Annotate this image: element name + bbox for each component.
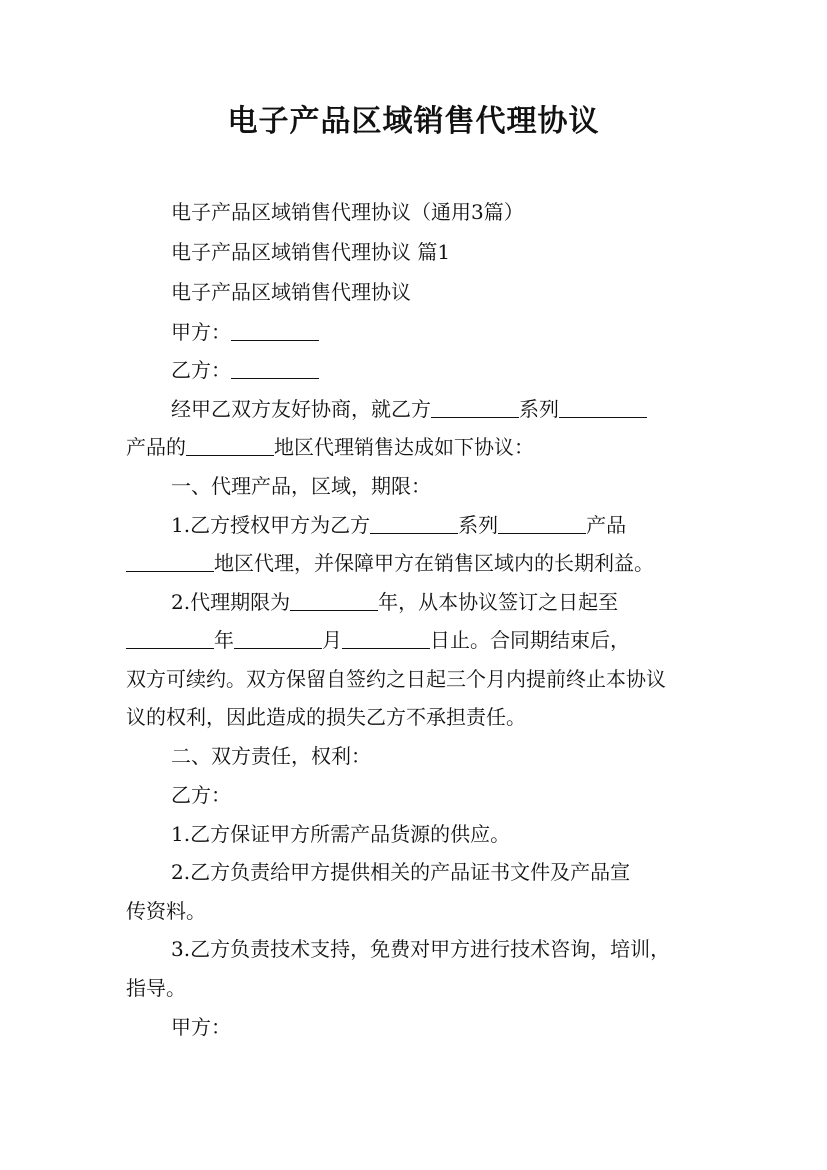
blank-field [290,590,378,611]
intro-line-2 [126,433,706,461]
clause-2-3-line-1: 3.乙方负责技术支持，免费对甲方进行技术咨询，培训， [171,937,671,961]
text-span: 系列 [519,397,559,421]
document-title: 电子产品区域销售代理协议 [227,104,600,139]
text-span: 1.乙方授权甲方为乙方 [171,513,371,537]
subtitle-line: 电子产品区域销售代理协议（通用3篇） [171,200,524,224]
text-span: 年，从本协议签订之日起至 [378,590,619,614]
text-span: 系列 [458,513,499,537]
agreement-name: 电子产品区域销售代理协议 [171,280,411,304]
blank-field [498,513,586,534]
intro-line-1 [171,395,751,423]
clause-1-1-line-1 [171,511,751,539]
blank-field [234,628,322,649]
party-b-line [171,356,751,384]
blank-field [186,435,274,456]
clause-1-2-line-2 [126,626,706,654]
text-span: 产品的 [126,435,186,459]
blank-field [231,320,319,341]
blank-field [342,628,430,649]
clause-2-3-line-2: 指导。 [126,976,186,1000]
text-span: 经甲乙双方友好协商，就乙方 [171,397,431,421]
clause-1-2-line-1 [171,588,751,616]
text-span: 日止。合同期结束后， [430,628,630,652]
clause-2-2-line-1: 2.乙方负责给甲方提供相关的产品证书文件及产品宣 [171,860,631,884]
text-span: 地区代理，并保障甲方在销售区域内的长期利益。 [214,551,654,575]
text-span: 产品 [586,513,627,537]
text-span: 地区代理销售达成如下协议： [274,435,534,459]
blank-field [126,628,214,649]
clause-heading-2: 二、双方责任，权利： [171,744,371,768]
text-span: 月 [322,628,342,652]
clause-1-2-line-3: 双方可续约。双方保留自签约之日起三个月内提前终止本协议 [126,667,666,691]
party-b-label: 乙方： [171,358,231,382]
clause-heading-1: 一、代理产品，区域，期限： [171,474,431,498]
clause-2-1: 1.乙方保证甲方所需产品货源的供应。 [171,822,511,846]
blank-field [370,513,458,534]
clause-1-2-line-4: 议的权利，因此造成的损失乙方不承担责任。 [126,705,526,729]
party-a-heading: 甲方： [171,1015,231,1039]
blank-field [231,358,319,379]
party-a-label: 甲方： [171,320,231,344]
section-heading: 电子产品区域销售代理协议 篇1 [171,240,451,264]
text-span: 2.代理期限为 [171,590,291,614]
party-a-line [171,318,751,346]
blank-field [431,397,519,418]
text-span: 年 [214,628,234,652]
clause-1-1-line-2 [126,549,706,577]
blank-field [559,397,647,418]
clause-2-2-line-2: 传资料。 [126,899,206,923]
blank-field [126,551,214,572]
party-b-heading: 乙方： [171,783,231,807]
